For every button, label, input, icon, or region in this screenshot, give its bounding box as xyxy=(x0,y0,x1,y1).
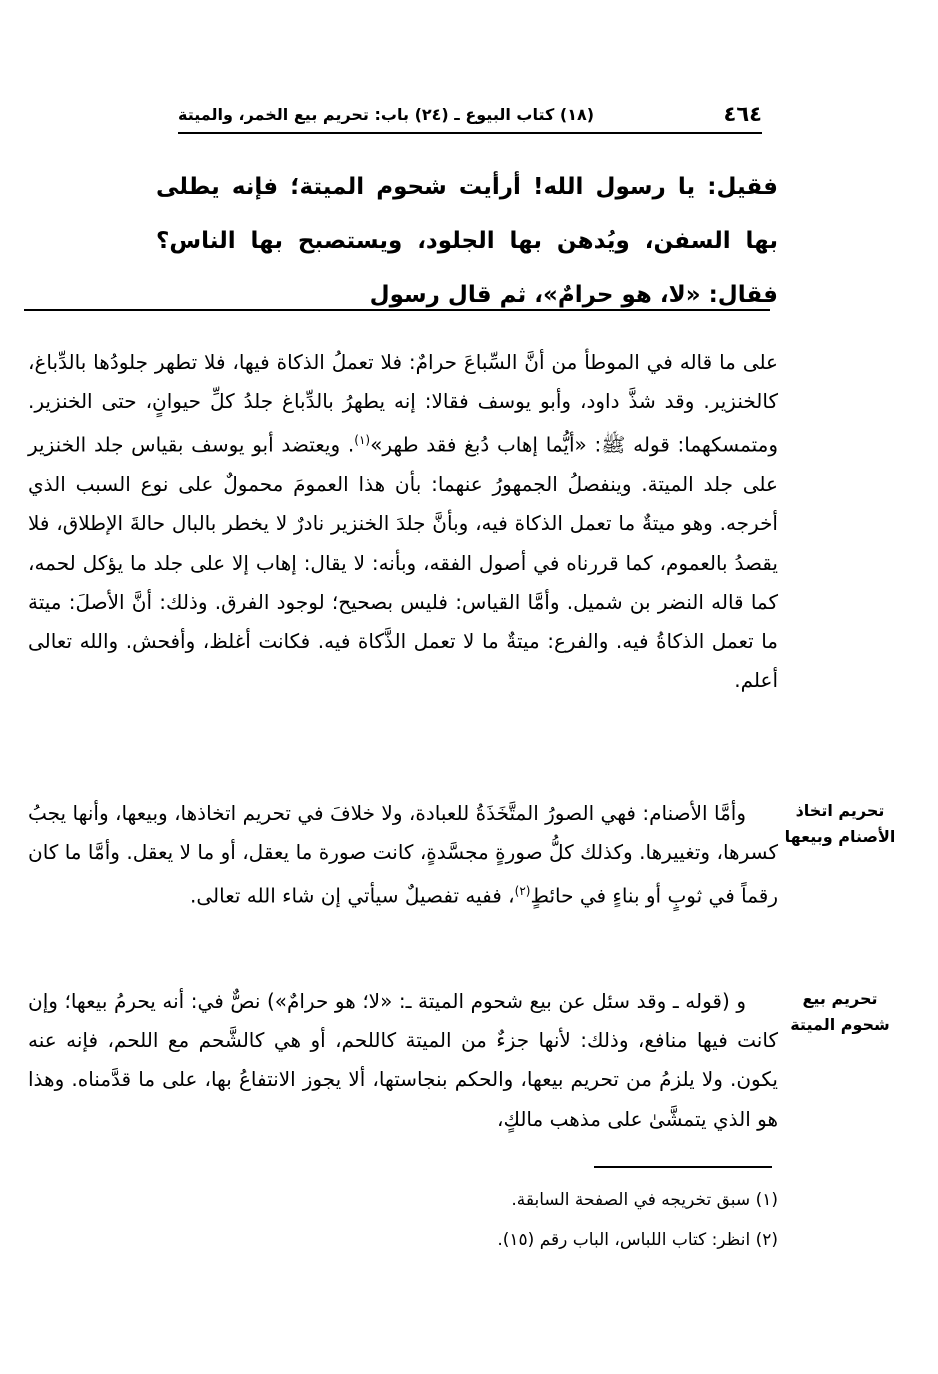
footnote-1: (١) سبق تخريجه في الصفحة السابقة. xyxy=(511,1190,778,1210)
commentary-paragraph-3 xyxy=(28,982,778,1139)
page-number: ٤٦٤ xyxy=(723,102,762,126)
commentary-p2-part1: وأمَّا الأصنام: فهي الصورُ المتَّخَذَةُ للعبادة، ولا خلافَ في تحريم اتخاذها، وبيعها، وأنها يجبُ كسرها، وتغييرها. وكذلك كلُّ صورةٍ مجسَّدةٍ، كانت صورة ما يعقل، أو ما لا يعقل. وأمَّا ما كان رقماً في ثوبٍ أو بناءٍ في حائطٍ xyxy=(28,801,778,909)
footnotes xyxy=(178,1180,778,1260)
margin-note-idols-line2: الأصنام وبيعها xyxy=(784,827,896,846)
commentary-p3-text: و (قوله ـ وقد سئل عن بيع شحوم الميتة ـ: «لا؛ هو حرامٌ») نصٌّ في: أنه يحرمُ بيعها؛ وإن كانت فيها منافع، وذلك: لأنها جزءٌ من الميتة كاللحم، أو هي كالشَّحم مع اللحم، فإنه عنه يكون. ولا يلزمُ من تحريم بيعها، والحكم بنجاستها، ألا يجوز الانتفاعُ بها، على ما قدَّمناه. وهذا هو الذي يتمشَّىٰ على مذهب مالكٍ، xyxy=(28,989,778,1131)
commentary-p2-part2: ، ففيه تفصيلٌ سيأتي إن شاء الله تعالى. xyxy=(189,884,515,909)
margin-note-fat-line1: تحريم بيع xyxy=(802,989,878,1008)
margin-note-idols xyxy=(784,798,896,850)
footnote-marker-1: (١) xyxy=(354,433,371,448)
margin-note-idols-line1: تحريم اتخاذ xyxy=(795,801,885,820)
commentary-p1-part2: . ويعتضد أبو يوسف بقياس جلد الخنزير على جلد الميتة. وينفصلُ الجمهورُ عنهما: بأن هذا العمومَ محمولٌ على نوع السبب الذي أخرجه. وهو ميتةٌ ما تعمل الذكاة فيه، وبأنَّ جلدَ الخنزير نادرٌ لا يخطر بالبال حالةَ الإطلاق، فلا يقصدُ بالعموم، كما قررناه في أصول الفقه، وبأنه: لا يقال: إهاب إلا على جلد ما يؤكل لحمه، كما قاله النضر بن شميل. وأمَّا القياس: فليس بصحيح؛ لوجود الفرق. وذلك: أنَّ الأصلَ: ميتة ما تعمل الذكاةُ فيه. والفرع: ميتةٌ ما لا تعمل الذَّكاة فيه. فكانت أغلظ، وأفحش. والله تعالى أعلم. xyxy=(28,433,778,693)
footnote-marker-2: (٢) xyxy=(514,884,531,899)
text-divider xyxy=(24,309,770,311)
footnote-divider xyxy=(594,1166,772,1168)
running-title: (١٨) كتاب البيوع ـ (٢٤) باب: تحريم بيع الخمر، والميتة xyxy=(178,105,595,124)
margin-note-fat-line2: شحوم الميتة xyxy=(790,1015,890,1034)
hadith-text: فقيل: يا رسول الله! أرأيت شحوم الميتة؛ فإنه يطلى بها السفن، ويُدهن بها الجلود، ويستصبح بها الناس؟ فقال: «لا، هو حرامٌ»، ثم قال رسول xyxy=(156,174,778,308)
commentary-p1-part1: على ما قاله في الموطأ من أنَّ السِّباعَ حرامٌ: فلا تعملُ الذكاة فيها، فلا تطهر جلودُها بالدِّباغ، كالخنزير. وقد شذَّ داود، وأبو يوسف فقالا: إنه يطهرُ بالدِّباغ جلدُ كلِّ حيوانٍ، حتى الخنزير. ومتمسكهما: قوله ﷺ: «أيُّما إهاب دُبغ فقد طهر» xyxy=(28,350,778,458)
commentary-paragraph-2 xyxy=(28,794,778,916)
footnote-2: (٢) انظر: كتاب اللباس، الباب رقم (١٥). xyxy=(497,1230,778,1250)
running-header xyxy=(178,100,762,134)
commentary-paragraph-1 xyxy=(28,343,778,700)
margin-note-fat xyxy=(784,986,896,1038)
